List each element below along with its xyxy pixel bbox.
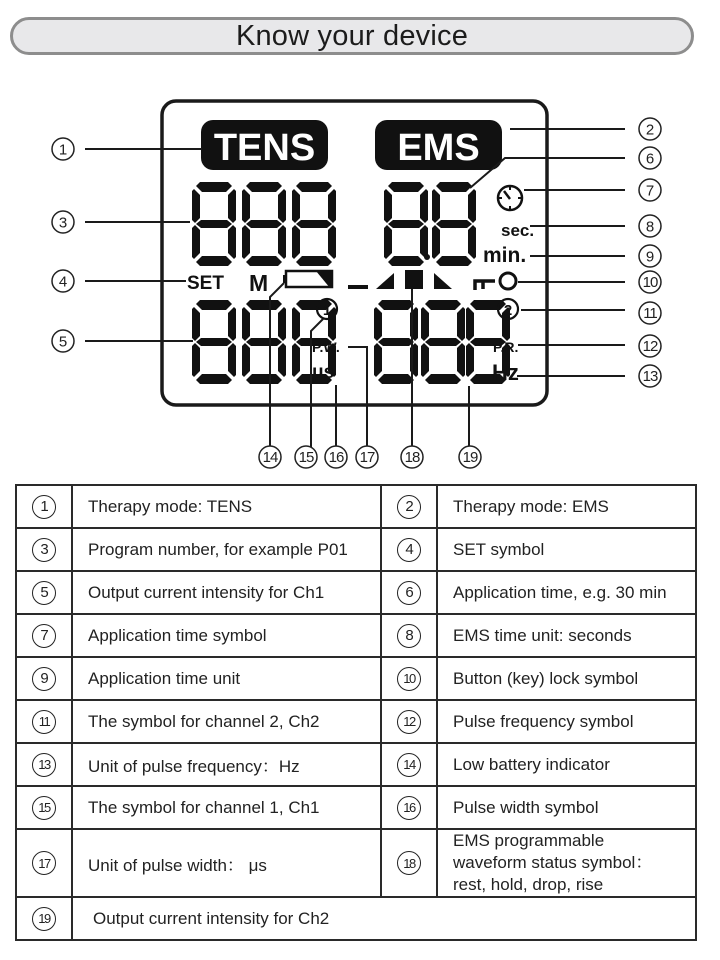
legend-number: 9 — [32, 667, 56, 691]
svg-text:9: 9 — [645, 248, 655, 266]
legend-description: The symbol for channel 1, Ch1 — [72, 786, 381, 829]
svg-text:TENS: TENS — [213, 127, 316, 169]
legend-row — [16, 743, 696, 786]
svg-text:3: 3 — [58, 214, 68, 232]
callout-12 — [639, 335, 661, 357]
set-label: SET — [187, 273, 224, 294]
svg-text:8: 8 — [645, 218, 655, 236]
m-label: M — [249, 270, 269, 296]
callout-4 — [52, 270, 74, 292]
callout-8 — [639, 215, 661, 237]
sec-label: sec. — [501, 221, 535, 240]
legend-number: 2 — [397, 495, 421, 519]
legend-number: 19 — [32, 907, 56, 931]
svg-text:10: 10 — [642, 274, 658, 291]
legend-number: 17 — [32, 851, 56, 875]
legend-number: 5 — [32, 581, 56, 605]
microseconds-label: μs — [312, 362, 335, 383]
svg-text:16: 16 — [328, 449, 344, 466]
svg-text:19: 19 — [462, 449, 478, 466]
legend-number: 1 — [32, 495, 56, 519]
pulse-rate-label: P.R. — [493, 339, 519, 355]
callout-15 — [295, 446, 317, 468]
callout-17 — [356, 446, 378, 468]
legend-description: Therapy mode: TENS — [72, 485, 381, 528]
callout-2 — [639, 118, 661, 140]
legend-description: Therapy mode: EMS — [437, 485, 696, 528]
svg-text:17: 17 — [359, 449, 375, 466]
page-title: Know your device — [235, 19, 469, 52]
legend-row — [16, 485, 696, 528]
clock-icon — [498, 186, 522, 210]
svg-text:1: 1 — [322, 302, 332, 319]
svg-text:6: 6 — [645, 150, 655, 168]
legend-description: Output current intensity for Ch1 — [72, 571, 381, 614]
legend-row — [16, 614, 696, 657]
svg-text:11: 11 — [643, 305, 657, 322]
svg-text:15: 15 — [298, 449, 314, 466]
svg-text:18: 18 — [404, 449, 420, 466]
legend-description: Application time symbol — [72, 614, 381, 657]
legend-description: Pulse frequency symbol — [437, 700, 696, 743]
callout-10 — [639, 271, 661, 293]
legend-description: Pulse width symbol — [437, 786, 696, 829]
svg-text:2: 2 — [503, 302, 513, 319]
svg-text:12: 12 — [642, 338, 658, 355]
legend-row — [16, 786, 696, 829]
callout-19 — [459, 446, 481, 468]
callout-5 — [52, 330, 74, 352]
min-label: min. — [483, 244, 527, 267]
legend-row — [16, 829, 696, 897]
svg-text:1: 1 — [58, 141, 68, 159]
legend-description: Low battery indicator — [437, 743, 696, 786]
legend-description: Button (key) lock symbol — [437, 657, 696, 700]
legend-row — [16, 657, 696, 700]
legend-row — [16, 700, 696, 743]
svg-text:13: 13 — [642, 368, 658, 385]
legend-number: 6 — [397, 581, 421, 605]
legend-number: 14 — [397, 753, 421, 777]
legend-number: 10 — [397, 667, 421, 691]
legend-number: 13 — [32, 753, 56, 777]
legend-row — [16, 897, 696, 940]
legend-description: The symbol for channel 2, Ch2 — [72, 700, 381, 743]
callout-7 — [639, 179, 661, 201]
legend-number: 16 — [397, 796, 421, 820]
callout-14 — [259, 446, 281, 468]
svg-text:14: 14 — [262, 449, 278, 466]
legend-description: Output current intensity for Ch2 — [72, 897, 696, 940]
callout-9 — [639, 245, 661, 267]
callout-13 — [639, 365, 661, 387]
callout-6 — [639, 147, 661, 169]
legend-table — [15, 484, 697, 941]
legend-number: 15 — [32, 796, 56, 820]
legend-description: Unit of pulse frequency：Hz — [72, 743, 381, 786]
legend-description-line: rest, hold, drop, rise — [453, 875, 604, 894]
ems-mode-indicator — [375, 120, 502, 170]
legend-description: Program number, for example P01 — [72, 528, 381, 571]
legend-description-line: EMS programmable — [453, 831, 605, 850]
legend-number: 11 — [32, 710, 56, 734]
legend-row — [16, 571, 696, 614]
tens-mode-indicator — [201, 120, 328, 170]
legend-number: 12 — [397, 710, 421, 734]
legend-number: 8 — [397, 624, 421, 648]
legend-number: 18 — [397, 851, 421, 875]
callout-3 — [52, 211, 74, 233]
legend-description — [437, 829, 696, 897]
callout-1 — [52, 138, 74, 160]
legend-description-line: waveform status symbol： — [453, 853, 653, 872]
legend-description: Application time, e.g. 30 min — [437, 571, 696, 614]
svg-text:5: 5 — [58, 333, 68, 351]
svg-text:2: 2 — [645, 121, 655, 139]
pulse-width-label: P.W. — [312, 339, 340, 355]
svg-text:4: 4 — [58, 273, 68, 291]
legend-description: Application time unit — [72, 657, 381, 700]
svg-text:7: 7 — [645, 182, 655, 200]
legend-description: Unit of pulse width： μs — [72, 829, 381, 897]
legend-description: SET symbol — [437, 528, 696, 571]
hz-label: Hz — [492, 360, 519, 385]
svg-text:EMS: EMS — [397, 127, 480, 169]
legend-description: EMS time unit: seconds — [437, 614, 696, 657]
callout-16 — [325, 446, 347, 468]
callout-11 — [639, 302, 661, 324]
callout-18 — [401, 446, 423, 468]
legend-number: 3 — [32, 538, 56, 562]
legend-number: 4 — [397, 538, 421, 562]
legend-row — [16, 528, 696, 571]
legend-number: 7 — [32, 624, 56, 648]
